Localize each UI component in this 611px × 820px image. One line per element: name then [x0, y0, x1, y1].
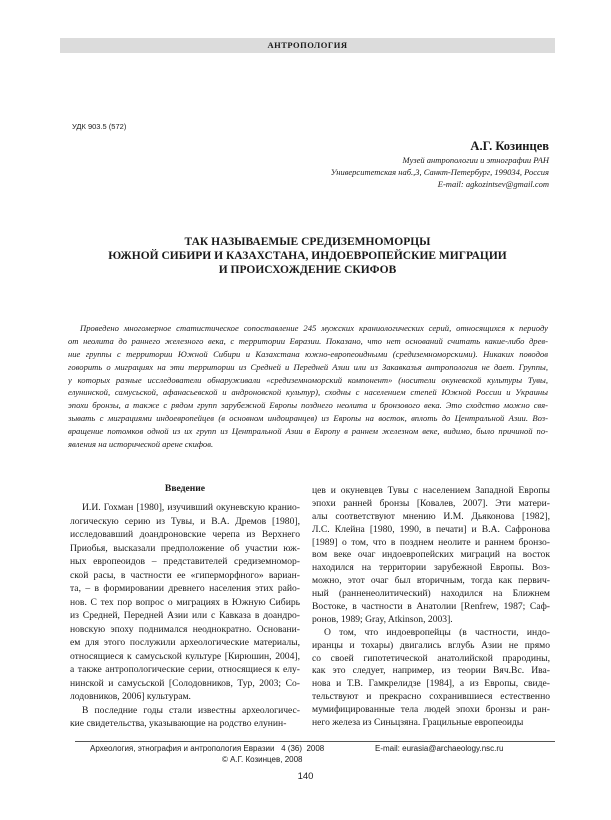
text-line: И.И. Гохман [1980], изучивший окуневскую кранио- — [82, 502, 300, 513]
text-line: цев и окуневцев Тувы с населением Западной Европы — [312, 485, 550, 496]
text-line: нинской и самусьской [Солодовников, Тур, 2003; Со- — [70, 677, 300, 689]
text-line: иранцы и тохары) двигались вглубь Азии не прямо — [312, 639, 550, 651]
text-line: кие свидетельства, указывающие на родство елунин- — [70, 718, 287, 729]
text-line: мумифицированные тела людей эпохи бронзы и ран- — [312, 704, 550, 716]
section-title: АНТРОПОЛОГИЯ — [267, 40, 348, 50]
text-line: эпохи ранней бронзы [Ковалев, 2007]. Эти матери- — [312, 497, 550, 509]
text-line: ем для этого послужили археологические материалы, — [70, 637, 300, 648]
title-line: И ПРОИСХОЖДЕНИЕ СКИФОВ — [218, 264, 397, 276]
author-name: А.Г. Козинцев — [470, 139, 549, 153]
text-line: от неолита до раннего железного века, с территории Евразии. Показано, что нет оснований считать какие-либо древ- — [68, 335, 548, 346]
footer-copyright: © А.Г. Козинцев, 2008 — [222, 755, 303, 764]
author-address: Университетская наб.,3, Санкт-Петербург, 199034, Россия — [330, 167, 549, 177]
text-line: из Средней, Передней Азии или с Кавказа в доандро- — [70, 610, 300, 621]
text-line: можно, этот очаг был вторичным, тогда как первич- — [312, 575, 550, 587]
text-line: зывать с миграциями индоевропейцев (в основном индоиранцев) из Европы на восток, вплоть до Центральной Азии. Воз- — [68, 413, 548, 424]
text-line: вом веке очаг индоевропейских миграций на восток — [312, 549, 550, 561]
text-line: лодовников, 2006] культурам. — [70, 691, 191, 702]
text-line: Л.С. Клейна [1980, 1990, в печати] и В.А. Сафронова — [312, 523, 550, 535]
text-line: нова и Т.В. Гамкрелидзе [1984], а из Европы, свиде- — [312, 678, 550, 690]
footer-divider — [75, 741, 555, 742]
author-block — [331, 138, 549, 190]
text-line: явления на исторической арене скифов. — [68, 439, 214, 450]
text-line: ный (ранненеолитический) находился на Ближнем — [312, 588, 550, 600]
text-line: новскую эпоху поднимался неоднократно. Основани- — [70, 623, 300, 635]
text-line: ронов, 1989; Gray, Atkinson, 2003]. — [312, 613, 453, 625]
text-line: ных европеоидов – представителей средиземномор- — [70, 556, 300, 567]
footer-email[interactable]: E-mail: eurasia@archaeology.nsc.ru — [375, 744, 504, 753]
title-line: ЮЖНОЙ СИБИРИ И КАЗАХСТАНА, ИНДОЕВРОПЕЙСКИЕ МИГРАЦИИ — [108, 250, 507, 262]
right-column — [312, 485, 550, 730]
page-number: 140 — [297, 771, 314, 782]
text-line: тельствуют и прекрасно сохранившиеся естественно — [312, 691, 550, 703]
text-line: нов. С тех пор вопрос о миграциях в Южную Сибирь — [70, 596, 300, 608]
text-line: В последние годы стали известны археологичес- — [82, 704, 300, 716]
text-line: эпохи бронзы, а также с рядом групп зарубежной Европы позднего неолита и бронзового века. Это сходство можно свя- — [68, 400, 548, 411]
text-line: Приобья, высказали предположение об участии юж- — [70, 542, 300, 554]
text-line: а также антропологические серии, относящиеся к елу- — [70, 664, 300, 675]
text-line: находился на территории зарубежной Европы. Воз- — [312, 562, 550, 574]
text-line: вращение потомков одной из их групп из Центральной Азии в Европу в раннем железном веке, видимо, было причиной по- — [68, 426, 548, 437]
footer-journal: Археология, этнография и антропология Евразии 4 (36) 2008 — [90, 744, 325, 753]
text-line: Востоке, в частности в Анатолии [Renfrew, 1987; Саф- — [312, 601, 550, 613]
section-header — [60, 38, 555, 53]
text-line: относящиеся к самусьской культуре [Кирюшин, 2004], — [70, 650, 300, 662]
text-line: ние группы с территории Южной Сибири и Казахстана южно-европеоидными (средиземноморскими). Никаких поводов — [68, 348, 548, 359]
text-line: Проведено многомерное статистическое сопоставление 245 мужских краниологических серий, относящихся к периоду — [80, 323, 548, 333]
text-line: у которых разные исследователи обнаруживали «средиземноморский компонент» (носители окуневской культуры Тувы, — [68, 374, 548, 385]
text-line: [1989] о том, что в позднем неолите и раннем бронзо- — [312, 536, 550, 548]
text-line: логическую серию из Тувы, и В.А. Дремов [1980], — [70, 515, 300, 527]
left-column — [70, 482, 300, 731]
text-line: него железа из Синьцзяна. Грацильные европеоиды — [312, 717, 524, 729]
title-line: ТАК НАЗЫВАЕМЫЕ СРЕДИЗЕМНОМОРЦЫ — [184, 236, 431, 248]
author-affiliation: Музей антропологии и этнографии РАН — [402, 155, 549, 165]
text-line: исследовавший доандроновские черепа из Верхнего — [70, 529, 300, 540]
udk-code: УДК 903.5 (572) — [72, 122, 127, 131]
text-line: со своей гипотетической анатолийской прародины, — [312, 652, 550, 664]
section-heading-introduction: Введение — [164, 483, 206, 494]
text-line: говорить о миграциях на эти территории из Средней и Передней Азии или из Закавказья антропология не дает. Группы, — [68, 361, 548, 372]
text-line: елунинской, самусьской, афанасьевской и андроновской культур), сходны с населением степей Южной России и Украины — [68, 387, 548, 398]
text-line: О том, что индоевропейцы (в частности, индо- — [324, 626, 550, 638]
abstract — [68, 322, 548, 451]
author-email[interactable]: E-mail: agkozintsev@gmail.com — [437, 179, 549, 189]
text-line: та, – в формировании древнего населения этих райо- — [70, 583, 300, 594]
text-line: как это следует, например, из теории Вяч.Вс. Ива- — [312, 665, 550, 677]
article-title — [60, 235, 555, 277]
text-line: ской расы, в частности ее «гиперморфного» вариан- — [70, 569, 300, 581]
text-line: алы соответствуют мнению И.М. Дьяконова [1982], — [312, 510, 550, 522]
